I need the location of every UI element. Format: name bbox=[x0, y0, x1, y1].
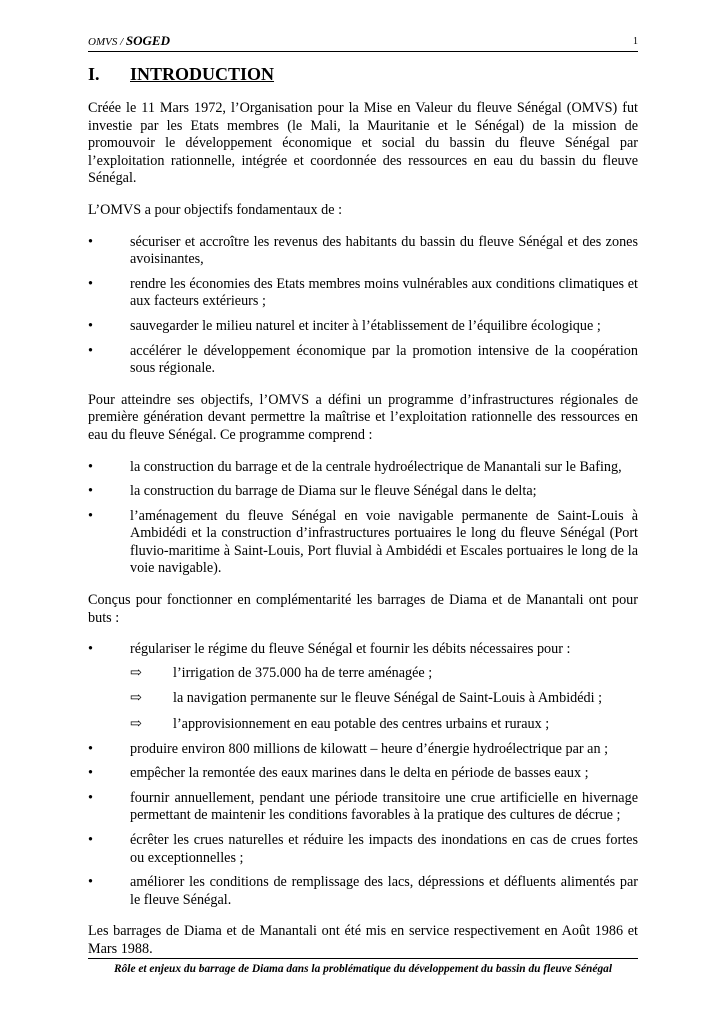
list-item-text: fournir annuellement, pendant une période transitoire une crue artificielle en hivernage permettant de maintenir les conditions favorables à la pratique des cultures de décrue ; bbox=[130, 789, 638, 824]
list-item-text: empêcher la remontée des eaux marines dans le delta en période de basses eaux ; bbox=[130, 765, 589, 782]
bullet-icon: • bbox=[88, 275, 93, 292]
intro-paragraph: Créée le 11 Mars 1972, l’Organisation pour la Mise en Valeur du fleuve Sénégal (OMVS) fut investie par les Etats membres (le Mali, la Mauritanie et le Sénégal) de la mission de promouvoir le développement économique et social du bassin du fleuve Sénégal par l’exploitation rationnelle, intégrée et coordonnée des ressources en eau du bassin du fleuve Sénégal. bbox=[88, 100, 638, 187]
page-number: 1 bbox=[633, 36, 638, 47]
list-item bbox=[88, 790, 638, 825]
arrow-right-icon: ⇨ bbox=[130, 690, 142, 707]
list-item-text: la construction du barrage et de la centrale hydroélectrique de Manantali sur le Bafing, bbox=[130, 458, 622, 475]
bullet-icon: • bbox=[88, 765, 93, 782]
list-item bbox=[88, 318, 638, 336]
list-item bbox=[88, 765, 638, 783]
list-item-text: sécuriser et accroître les revenus des habitants du bassin du fleuve Sénégal et des zones avoisinantes, bbox=[130, 233, 638, 268]
bullet-icon: • bbox=[88, 317, 93, 334]
sub-list-item bbox=[130, 716, 638, 734]
list-item bbox=[88, 874, 638, 909]
sub-list-item bbox=[130, 665, 638, 683]
section-heading: INTRODUCTION bbox=[130, 64, 275, 84]
program-intro: Pour atteindre ses objectifs, l’OMVS a défini un programme d’infrastructures régionales de première génération devant permettre la maîtrise et l’exploitation rationnelle des ressources en eau du fleuve Sénégal. Ce programme comprend : bbox=[88, 391, 638, 443]
bullet-icon: • bbox=[88, 874, 93, 891]
bullet-icon: • bbox=[88, 832, 93, 848]
list-item-text: accélérer le développement économique par la promotion intensive de la coopération sous régionale. bbox=[130, 342, 638, 377]
sub-list-item-text: la navigation permanente sur le fleuve Sénégal de Saint-Louis à Ambidédi ; bbox=[173, 690, 603, 707]
list-item bbox=[88, 741, 638, 759]
list-item-text: la construction du barrage de Diama sur le fleuve Sénégal dans le delta; bbox=[130, 483, 537, 500]
list-item bbox=[88, 343, 638, 378]
bullet-icon: • bbox=[88, 483, 93, 500]
sub-list-item bbox=[130, 690, 638, 708]
bullet-icon: • bbox=[88, 458, 93, 475]
section-title bbox=[88, 64, 274, 85]
list-item bbox=[88, 508, 638, 578]
sub-list-item-text: l’approvisionnement en eau potable des centres urbains et ruraux ; bbox=[173, 716, 550, 733]
page-header bbox=[88, 33, 638, 52]
list-item-text: sauvegarder le milieu naturel et inciter à l’établissement de l’équilibre écologique ; bbox=[130, 317, 601, 334]
page-footer: Rôle et enjeux du barrage de Diama dans la problématique du développement du bassin du fleuve Sénégal bbox=[88, 958, 638, 975]
bullet-icon: • bbox=[88, 342, 93, 359]
sub-list-item-text: l’irrigation de 375.000 ha de terre aménagée ; bbox=[173, 664, 433, 681]
objectives-list bbox=[88, 234, 638, 378]
list-item-text: régulariser le régime du fleuve Sénégal et fournir les débits nécessaires pour : bbox=[130, 641, 571, 658]
bullet-icon: • bbox=[88, 233, 93, 250]
bullet-icon: • bbox=[88, 789, 93, 806]
list-item-text: produire environ 800 millions de kilowatt – heure d’énergie hydroélectrique par an ; bbox=[130, 740, 609, 757]
list-item bbox=[88, 641, 638, 733]
list-item bbox=[88, 832, 638, 867]
bullet-icon: • bbox=[88, 641, 93, 658]
bullet-icon: • bbox=[88, 507, 93, 524]
goals-list bbox=[88, 641, 638, 909]
arrow-right-icon: ⇨ bbox=[130, 716, 142, 733]
program-list bbox=[88, 459, 638, 579]
service-paragraph: Les barrages de Diama et de Manantali ont été mis en service respectivement en Août 1986 et Mars 1988. bbox=[88, 923, 638, 957]
document-body bbox=[88, 100, 638, 973]
bullet-icon: • bbox=[88, 740, 93, 757]
list-item-text: améliorer les conditions de remplissage des lacs, dépressions et défluents alimentés par le fleuve Sénégal. bbox=[130, 874, 638, 908]
header-org: OMVS / bbox=[88, 36, 124, 48]
header-project: SOGED bbox=[125, 33, 170, 48]
list-item-text: rendre les économies des Etats membres moins vulnérables aux conditions climatiques et aux facteurs extérieurs ; bbox=[130, 275, 638, 310]
sub-list bbox=[130, 665, 638, 734]
list-item-text: écrêter les crues naturelles et réduire les impacts des inondations en cas de crues fortes ou exceptionnelles ; bbox=[130, 832, 638, 866]
list-item-text: l’aménagement du fleuve Sénégal en voie navigable permanente de Saint-Louis à Ambidédi et la construction d’infrastructures portuaires le long du fleuve Sénégal (Port fluvio-maritime à Saint-Louis, Port fluvial à Ambidédi et Escales portuaires le long de la voie navigable). bbox=[130, 507, 638, 577]
list-item bbox=[88, 483, 638, 501]
list-item bbox=[88, 276, 638, 311]
list-item bbox=[88, 234, 638, 269]
section-number: I. bbox=[88, 64, 100, 84]
objectives-intro: L’OMVS a pour objectifs fondamentaux de : bbox=[88, 201, 343, 218]
list-item bbox=[88, 459, 638, 477]
header-title bbox=[88, 33, 170, 49]
arrow-right-icon: ⇨ bbox=[130, 664, 142, 681]
goals-intro: Conçus pour fonctionner en complémentarité les barrages de Diama et de Manantali ont pour buts : bbox=[88, 592, 638, 626]
